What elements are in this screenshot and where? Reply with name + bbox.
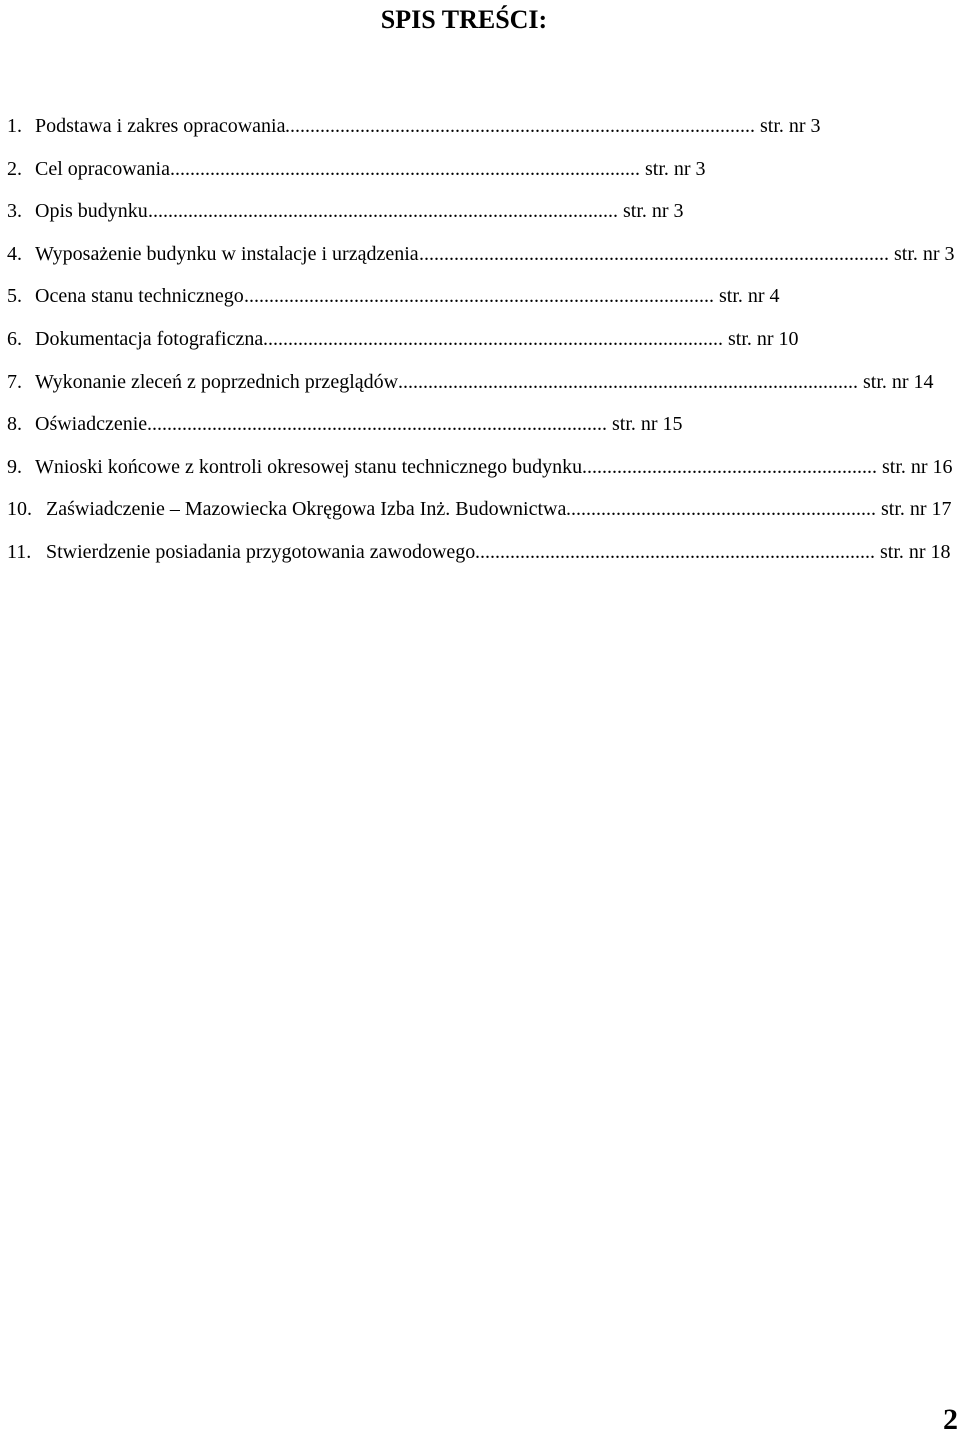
toc-entry-title: Opis budynku <box>35 200 148 223</box>
toc-entry-page: .............................................................................................. str. nr 4 <box>244 285 780 308</box>
toc-entry-number: 10. <box>7 498 32 521</box>
toc-entry-title: Ocena stanu technicznego <box>35 285 244 308</box>
toc-entry-page: ................................................................................ str. nr 18 <box>475 540 951 563</box>
table-of-contents <box>0 108 960 577</box>
toc-entry <box>0 193 960 236</box>
toc-entry <box>0 364 960 407</box>
toc-entry-page: ............................................................................................ str. nr 15 <box>147 413 683 436</box>
toc-entry-title: Wyposażenie budynku w instalacje i urządzenia <box>35 242 419 265</box>
toc-entry-page: ........................................................... str. nr 16 <box>582 455 953 478</box>
toc-entry-number: 4. <box>7 242 22 265</box>
toc-entry-title: Cel opracowania <box>35 157 170 180</box>
toc-entry-title: Stwierdzenie posiadania przygotowania zawodowego <box>46 540 476 563</box>
toc-entry <box>0 108 960 151</box>
toc-entry <box>0 236 960 279</box>
toc-entry-title: Wykonanie zleceń z poprzednich przeglądów <box>35 370 399 393</box>
toc-entry-title: Wnioski końcowe z kontroli okresowej stanu technicznego budynku <box>35 455 583 478</box>
toc-entry-number: 11. <box>7 540 32 563</box>
toc-entry-page: .............................................................................................. str. nr 3 <box>285 115 821 137</box>
toc-entry-page: ............................................................................................ str. nr 10 <box>263 327 799 350</box>
toc-entry <box>0 534 960 577</box>
toc-entry <box>0 278 960 321</box>
toc-entry-number: 7. <box>7 370 22 393</box>
page-title: SPIS TREŚCI: <box>380 5 548 34</box>
toc-entry-title: Dokumentacja fotograficzna <box>35 327 264 350</box>
toc-entry-page: .............................................................. str. nr 17 <box>566 498 952 521</box>
toc-entry-number: 3. <box>7 200 22 223</box>
toc-entry <box>0 406 960 449</box>
toc-entry-number: 1. <box>7 115 22 137</box>
toc-entry <box>0 321 960 364</box>
toc-entry-title: Oświadczenie <box>35 413 148 436</box>
toc-entry-number: 2. <box>7 157 22 180</box>
toc-entry <box>0 151 960 194</box>
toc-entry-number: 6. <box>7 327 22 350</box>
toc-entry-number: 9. <box>7 455 22 478</box>
toc-entry-number: 5. <box>7 285 22 308</box>
toc-entry-page: .............................................................................................. str. nr 3 <box>419 242 955 265</box>
toc-entry-page: ............................................................................................ str. nr 14 <box>398 370 934 393</box>
toc-entry <box>0 449 960 492</box>
toc-entry-number: 8. <box>7 413 22 436</box>
toc-entry-page: .............................................................................................. str. nr 3 <box>170 157 706 180</box>
toc-entry-title: Podstawa i zakres opracowania <box>35 115 286 137</box>
toc-entry <box>0 491 960 534</box>
toc-entry-title: Zaświadczenie – Mazowiecka Okręgowa Izba Inż. Budownictwa <box>46 498 567 521</box>
toc-entry-page: .............................................................................................. str. nr 3 <box>148 200 684 223</box>
page-number: 2 <box>943 1403 958 1436</box>
